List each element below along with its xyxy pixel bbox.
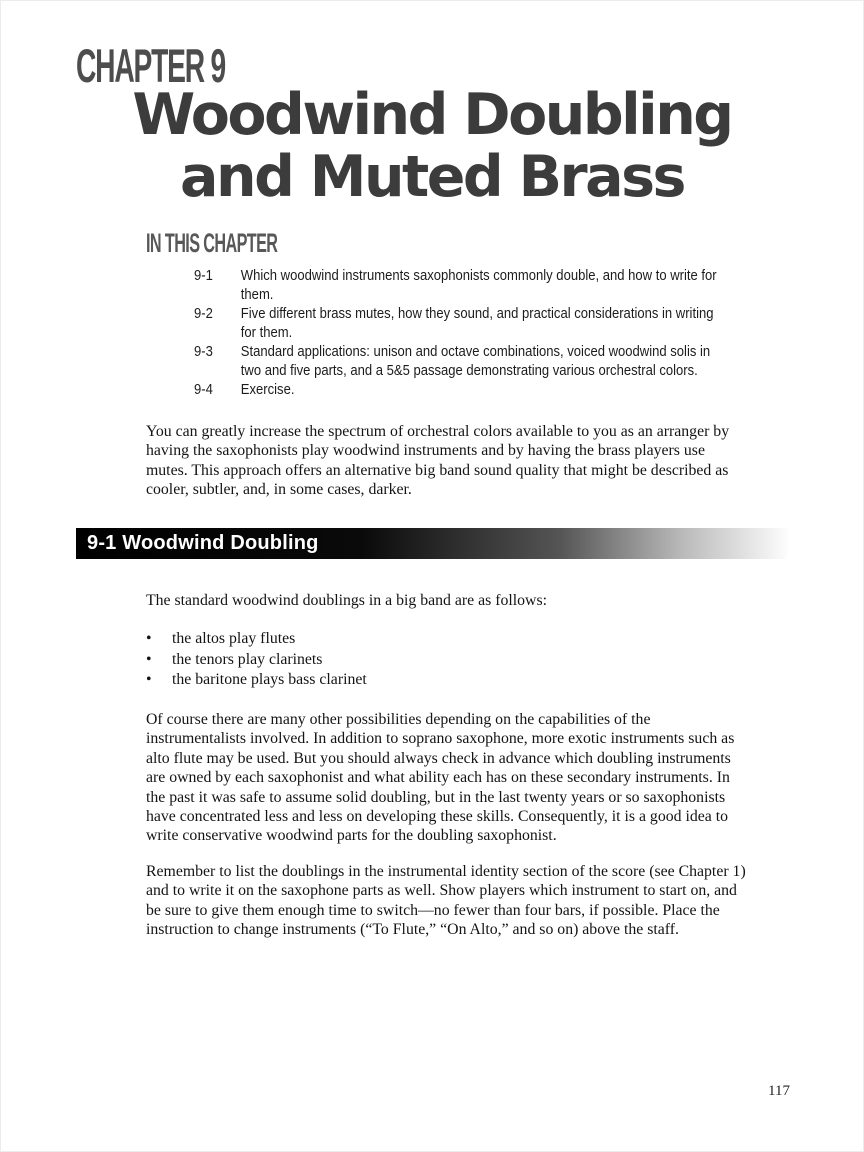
bullet-glyph: • [146,671,152,688]
bullet-glyph: • [146,630,152,647]
chapter-item [194,381,745,400]
in-this-chapter-heading: IN THIS CHAPTER [146,228,278,258]
bullet-glyph: • [146,650,152,668]
chapter-item-text: Five different brass mutes, how they sound, and practical considerations in writing for them. [240,306,714,341]
section-header-bar [76,528,788,559]
chapter-item-text: Which woodwind instruments saxophonists commonly double, and how to write for them. [240,268,717,303]
bullet-item [146,650,706,671]
bullet-item [146,670,706,691]
chapter-item-text: Exercise. [240,382,295,398]
chapter-item-number: 9-2 [194,306,213,322]
body-paragraph-2: Remember to list the doublings in the instrumental identity section of the score (see Chapter 1) and to write it on the saxophone parts as well. Show players which instrument to start on, and be sure to give them enough time to switch—no fewer than four bars, if possible. Place the instruction to change instruments (“To Flute,” “On Alto,” and so on) above the staff. [146,863,746,939]
bullet-text: the tenors play clarinets [172,650,323,668]
page-number: 117 [768,1083,790,1099]
chapter-item-text: Standard applications: unison and octave combinations, voiced woodwind solis in two and five parts, and a 5&5 passage demonstrating various orchestral colors. [240,344,711,379]
page-title-line2: and Muted Brass [180,144,684,210]
chapter-label: CHAPTER 9 [76,39,226,92]
intro-paragraph: You can greatly increase the spectrum of orchestral colors available to you as an arranger by having the saxophonists play woodwind instruments and by having the brass players use mutes. This approach offers an alternative big band sound quality that might be described as cooler, subtler, and, in some cases, darker. [146,423,730,499]
bullet-text: the baritone plays bass clarinet [172,671,367,688]
section-header-text: 9-1 Woodwind Doubling [87,532,319,554]
chapter-item-number: 9-4 [194,382,213,398]
chapter-item-number: 9-3 [194,344,213,360]
bullet-list [146,629,706,691]
in-this-chapter-list [194,267,745,400]
body-paragraph-1: Of course there are many other possibilities depending on the capabilities of the instrumentalists involved. In addition to soprano saxophone, more exotic instruments such as alto flute may be used. But you should always check in advance which doubling instruments are owned by each saxophonist and what ability each has on these secondary instruments. In the past it was safe to assume solid doubling, but in the last twenty years or so saxophonists have concentrated less and less on developing these skills. Consequently, it is a good idea to write conservative woodwind parts for the doubling saxophonist. [146,711,735,845]
bullet-item [146,629,706,650]
chapter-item-number: 9-1 [194,268,213,284]
chapter-item [194,267,745,305]
chapter-item [194,305,745,343]
chapter-item [194,343,745,381]
page-title-line1: Woodwind Doubling [132,82,732,148]
bullet-text: the altos play flutes [172,630,296,647]
lead-sentence: The standard woodwind doublings in a big band are as follows: [146,592,547,609]
page-title [0,84,864,208]
